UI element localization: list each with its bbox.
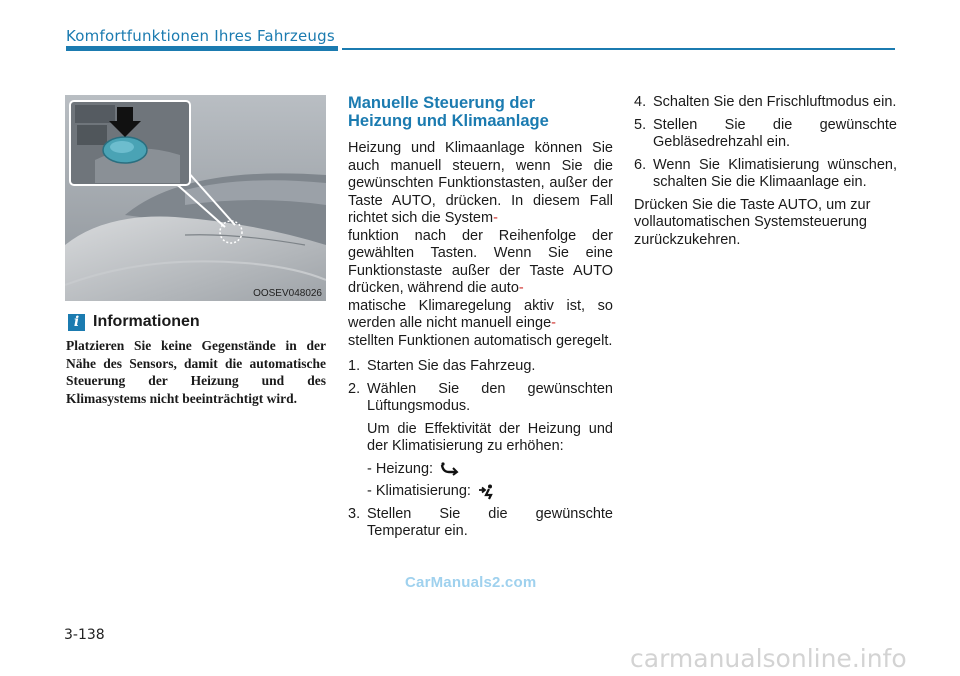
car-windshield-illustration [65,95,326,301]
footer-watermark: carmanualsonline.info [630,644,907,673]
info-icon: i [68,314,85,331]
step-item [348,381,613,416]
step-text: Stellen Sie die gewünschte Gebläsedrehzahl ein. [653,116,897,150]
floor-airflow-icon [439,462,459,476]
step-text: Wählen Sie den gewünschten Lüftungsmodus. [367,380,613,414]
section-title-line2: Heizung und Klimaanlage [348,112,549,130]
intro-part1: Heizung und Klimaanlage können Sie auch manuell steuern, wenn Sie die gewünschten Funktionstasten, außer der Taste AUTO, drücken. In diesem Fall richtet sich die System [348,140,613,226]
step-number: 6. [634,156,647,173]
step-text: Schalten Sie den Frischluftmodus ein. [653,94,897,110]
heating-label: - Heizung: [367,460,434,477]
hyphen-mark: - [518,280,524,296]
heating-mode-row [348,461,613,479]
intro-part4: stellten Funktionen automatisch geregelt. [348,332,613,349]
step-text: Starten Sie das Fahrzeug. [367,358,536,374]
step-item [348,506,613,541]
intro-paragraph [348,140,613,350]
page-number: 3-138 [64,627,105,643]
section-title [348,94,613,130]
sensor-location-figure [65,95,326,301]
watermark-link[interactable]: CarManuals2.com [405,574,537,591]
closing-paragraph: Drücken Sie die Taste AUTO, um zur vollautomatischen Systemsteuerung zurückzukehren. [634,196,871,248]
intro-part3: matische Klimaregelung aktiv ist, so werden alle nicht manuell einge [348,297,613,331]
info-heading [68,313,200,331]
step-item [634,157,897,192]
step-item [634,117,897,152]
figure-code: OOSEV048026 [253,288,322,299]
step-number: 3. [348,505,361,522]
step2-note: Um die Effektivität der Heizung und der Klimatisierung zu erhöhen: [367,420,613,454]
step-text: Wenn Sie Klimatisierung wünschen, schalten Sie die Klimaanlage ein. [653,156,897,190]
face-airflow-icon [477,484,497,500]
cooling-label: - Klimatisierung: [367,483,471,499]
step-number: 2. [348,380,361,397]
intro-part2: funktion nach der Reihenfolge der gewählten Tasten. Wenn Sie eine Funktionstaste außer der Taste AUTO drücken, während die auto [348,227,613,296]
content-column-right [634,94,897,257]
step-number: 1. [348,358,361,374]
step-item [634,94,897,112]
content-column-middle [348,94,613,546]
header-rule-thick [66,46,338,51]
step-number: 5. [634,116,647,133]
cooling-mode-row [348,483,613,501]
section-title-line1: Manuelle Steuerung der [348,94,536,112]
hyphen-mark: - [493,210,498,226]
step-number: 4. [634,94,647,110]
info-body: Platzieren Sie keine Gegenstände in der Nähe des Sensors, damit die automatische Steuerung der Heizung und des Klimasystems nicht beeinträchtigt wird. [66,338,326,406]
section-header-title: Komfortfunktionen Ihres Fahrzeugs [66,27,335,45]
step-text: Stellen Sie die gewünschte Temperatur ein. [367,505,613,539]
hyphen-mark: - [551,315,556,331]
header-rule-thin [342,48,895,50]
info-title: Informationen [93,313,200,330]
step-item [348,358,613,376]
